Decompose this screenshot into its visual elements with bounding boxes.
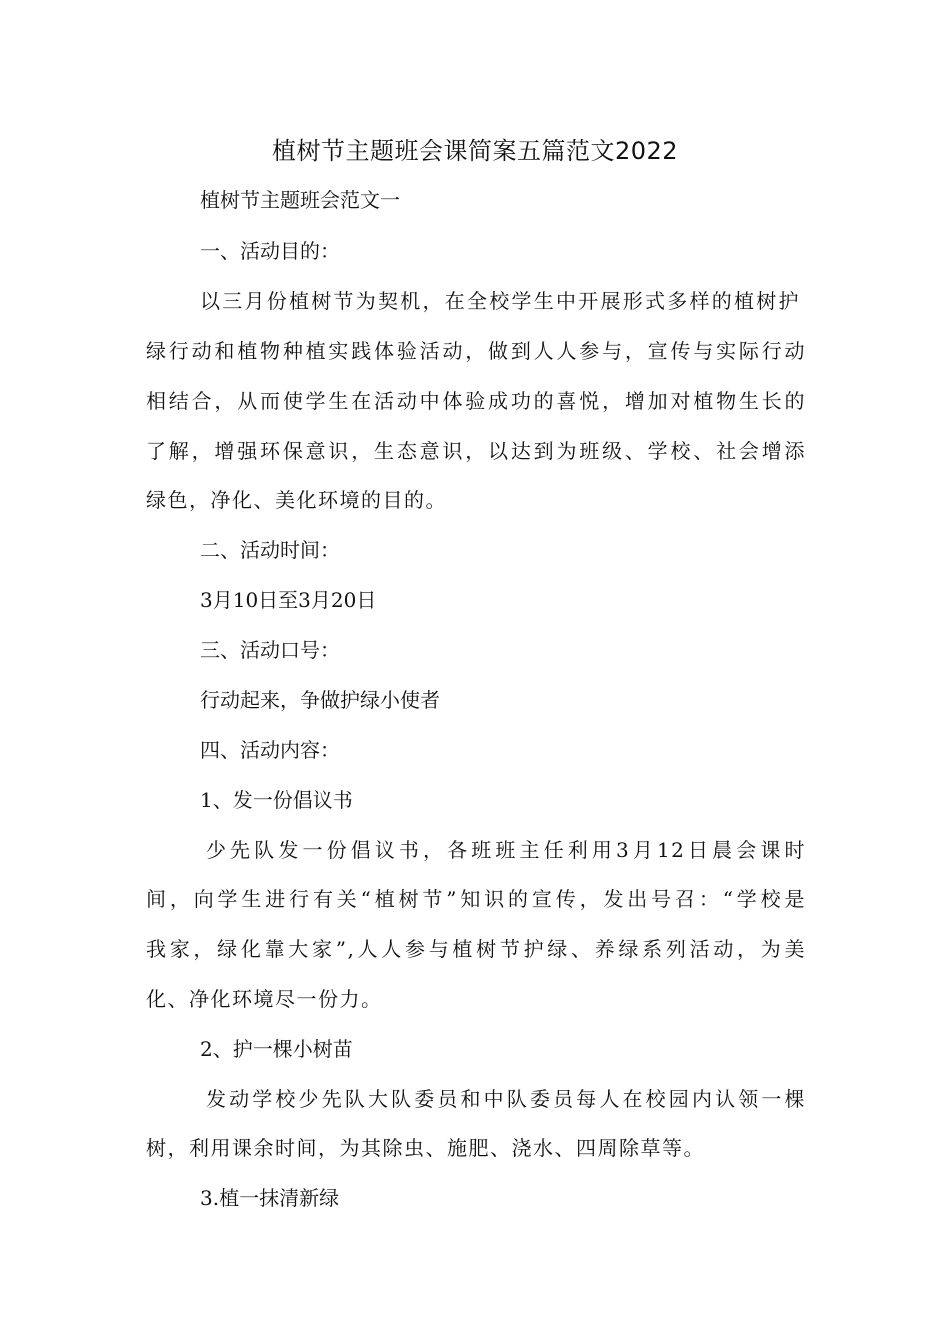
activity-slogan: 行动起来，争做护绿小使者 bbox=[200, 688, 440, 712]
paragraph-line: 以三月份植树节为契机，在全校学生中开展形式多样的植树护 bbox=[200, 289, 800, 313]
subheading-content: 四、活动内容： bbox=[200, 738, 340, 762]
item-heading-2: 2、护一棵小树苗 bbox=[200, 1037, 353, 1061]
paragraph-line: 间，向学生进行有关“植树节”知识的宣传，发出号召：“学校是 bbox=[146, 887, 806, 911]
subheading-slogan: 三、活动口号： bbox=[200, 638, 340, 662]
paragraph-line: 相结合，从而使学生在活动中体验成功的喜悦，增加对植物生长的 bbox=[146, 389, 806, 413]
paragraph-line: 我家，绿化靠大家”,人人参与植树节护绿、养绿系列活动，为美 bbox=[146, 937, 806, 961]
paragraph-line: 绿行动和植物种植实践体验活动，做到人人参与，宣传与实际行动 bbox=[146, 339, 806, 363]
paragraph-line: 少先队发一份倡议书，各班班主任利用3月12日晨会课时 bbox=[206, 838, 806, 862]
activity-dates: 3月10日至3月20日 bbox=[200, 588, 377, 612]
subheading-purpose: 一、活动目的： bbox=[200, 239, 340, 263]
section-heading: 植树节主题班会范文一 bbox=[200, 188, 400, 212]
paragraph-line: 绿色，净化、美化环境的目的。 bbox=[146, 488, 447, 512]
item-heading-3: 3.植一抹清新绿 bbox=[200, 1186, 340, 1210]
item-heading-1: 1、发一份倡议书 bbox=[200, 788, 353, 812]
subheading-time: 二、活动时间： bbox=[200, 538, 340, 562]
document-title: 植树节主题班会课简案五篇范文2022 bbox=[271, 137, 679, 165]
paragraph-line: 了解，增强环保意识，生态意识，以达到为班级、学校、社会增添 bbox=[146, 439, 806, 463]
paragraph-line: 化、净化环境尽一份力。 bbox=[146, 987, 383, 1011]
paragraph-line: 发动学校少先队大队委员和中队委员每人在校园内认领一棵 bbox=[206, 1087, 806, 1111]
paragraph-line: 树，利用课余时间，为其除虫、施肥、浇水、四周除草等。 bbox=[146, 1136, 705, 1160]
